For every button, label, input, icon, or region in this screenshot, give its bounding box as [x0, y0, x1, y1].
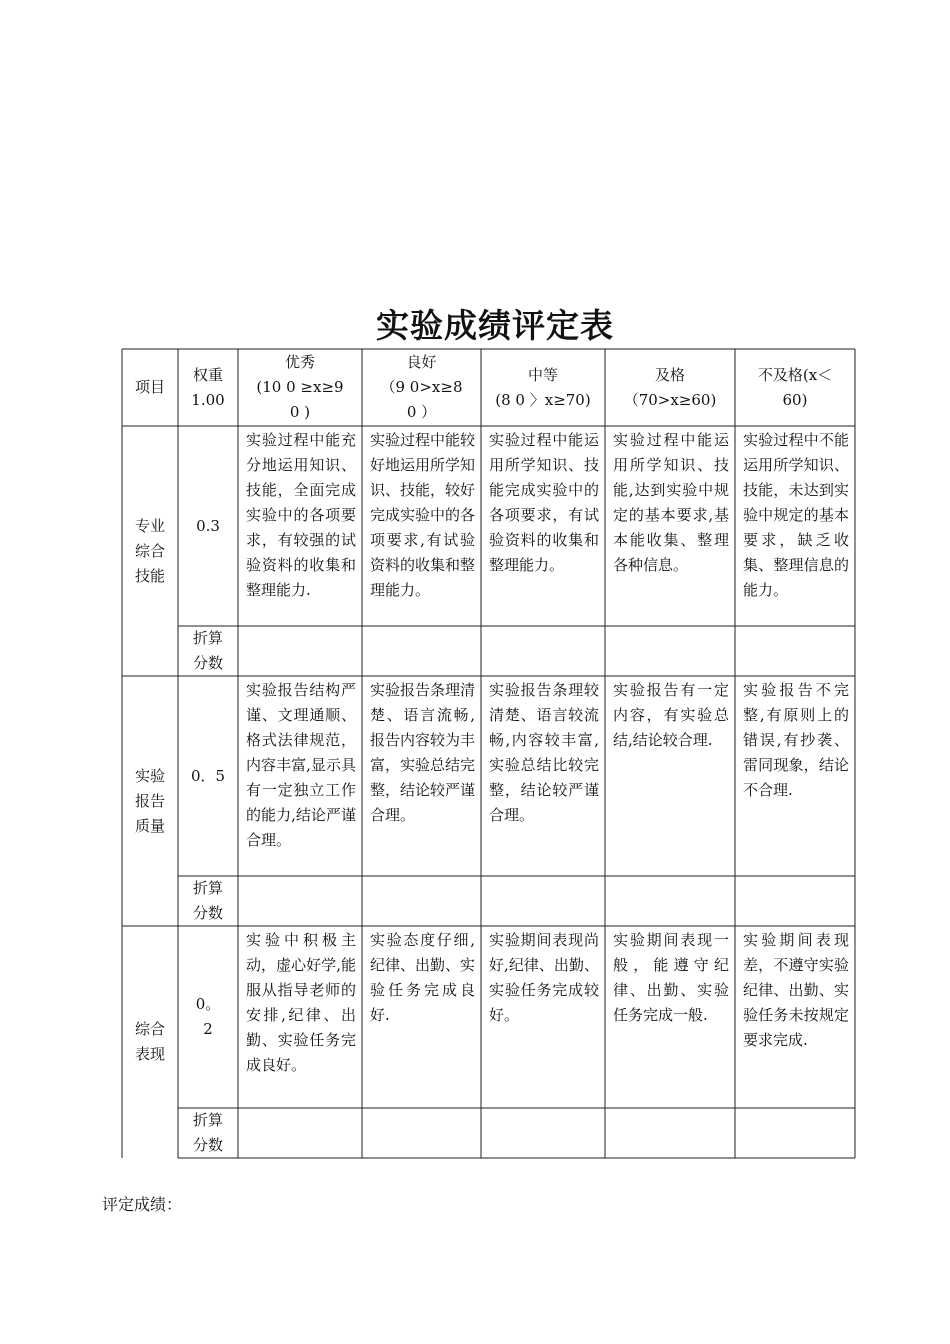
criteria-cell: 实验过程中能运用所学知识、技能,达到实验中规定的基本要求,基本能收集、整理各种信息。 — [613, 431, 729, 574]
criteria-cell: 实验报告有一定内容，有实验总结,结论较合理. — [613, 681, 729, 749]
header-grade-medium: 中等 (8 0 〉x≥70) — [495, 365, 591, 409]
section-name: 综合 表现 — [134, 1020, 165, 1063]
header-item: 项目 — [134, 378, 165, 396]
criteria-cell: 实验报告结构严谨、文理通顺、格式法律规范，内容丰富,显示具有一定独立工作的能力,结论严谨合理。 — [246, 681, 356, 849]
criteria-cell: 实验期间表现一般，能遵守纪律、出勤、实验任务完成一般. — [613, 931, 729, 1024]
criteria-cell: 实验中积极主动，虚心好学,能服从指导老师的安排,纪律、出勤、实验任务完成良好。 — [246, 931, 356, 1074]
criteria-cell: 实验态度仔细,纪律、出勤、实验任务完成良好. — [370, 931, 476, 1024]
section-name: 实验 报告 质量 — [134, 766, 165, 835]
criteria-cell: 实验过程中能充分地运用知识、技能，全面完成实验中的各项要求，有较强的试验资料的收集和整理能力. — [246, 431, 356, 599]
score-label: 折算 分数 — [192, 879, 223, 922]
section-weight: 0．5 — [190, 766, 226, 785]
score-label: 折算 分数 — [192, 1111, 223, 1154]
header-weight: 权重 1.00 — [191, 365, 225, 409]
criteria-cell: 实验过程中能较好地运用所学知识、技能，较好完成实验中的各项要求,有试验资料的收集和整理能力。 — [370, 431, 476, 599]
section-weight: 0。 2 — [195, 995, 221, 1038]
criteria-cell: 实验报告条理清楚、语言流畅,报告内容较为丰富，实验总结完整，结论较严谨合理。 — [370, 681, 476, 824]
header-grade-pass: 及格 （70>x≥60) — [623, 365, 717, 409]
header-grade-fail: 不及格(x＜ 60) — [757, 365, 833, 409]
criteria-cell: 实验期间表现尚好,纪律、出勤、实验任务完成较好。 — [489, 931, 599, 1024]
section-name: 专业 综合 技能 — [134, 516, 165, 585]
section-weight: 0.3 — [196, 516, 220, 535]
header-grade-excellent: 优秀 (10 0 ≥x≥9 0 ) — [256, 353, 344, 421]
criteria-cell: 实验报告不完整,有原则上的错误,有抄袭、雷同现象，结论不合理. — [743, 681, 849, 799]
header-grade-good: 良好 （9 0>x≥8 0 ） — [380, 353, 463, 421]
page-title: 实验成绩评定表 — [376, 306, 614, 345]
criteria-cell: 实验过程中不能运用所学知识、技能，未达到实验中规定的基本要求，缺乏收集、整理信息的能力。 — [743, 431, 849, 599]
criteria-cell: 实验过程中能运用所学知识、技能完成实验中的各项要求，有试验资料的收集和整理能力。 — [489, 431, 599, 574]
final-grade-label: 评定成绩： — [102, 1195, 183, 1214]
criteria-cell: 实验期间表现差，不遵守实验纪律、出勤、实验任务未按规定要求完成. — [743, 931, 849, 1049]
criteria-cell: 实验报告条理较清楚、语言较流畅,内容较丰富,实验总结比较完整，结论较严谨合理。 — [489, 681, 599, 824]
score-label: 折算 分数 — [192, 629, 223, 672]
